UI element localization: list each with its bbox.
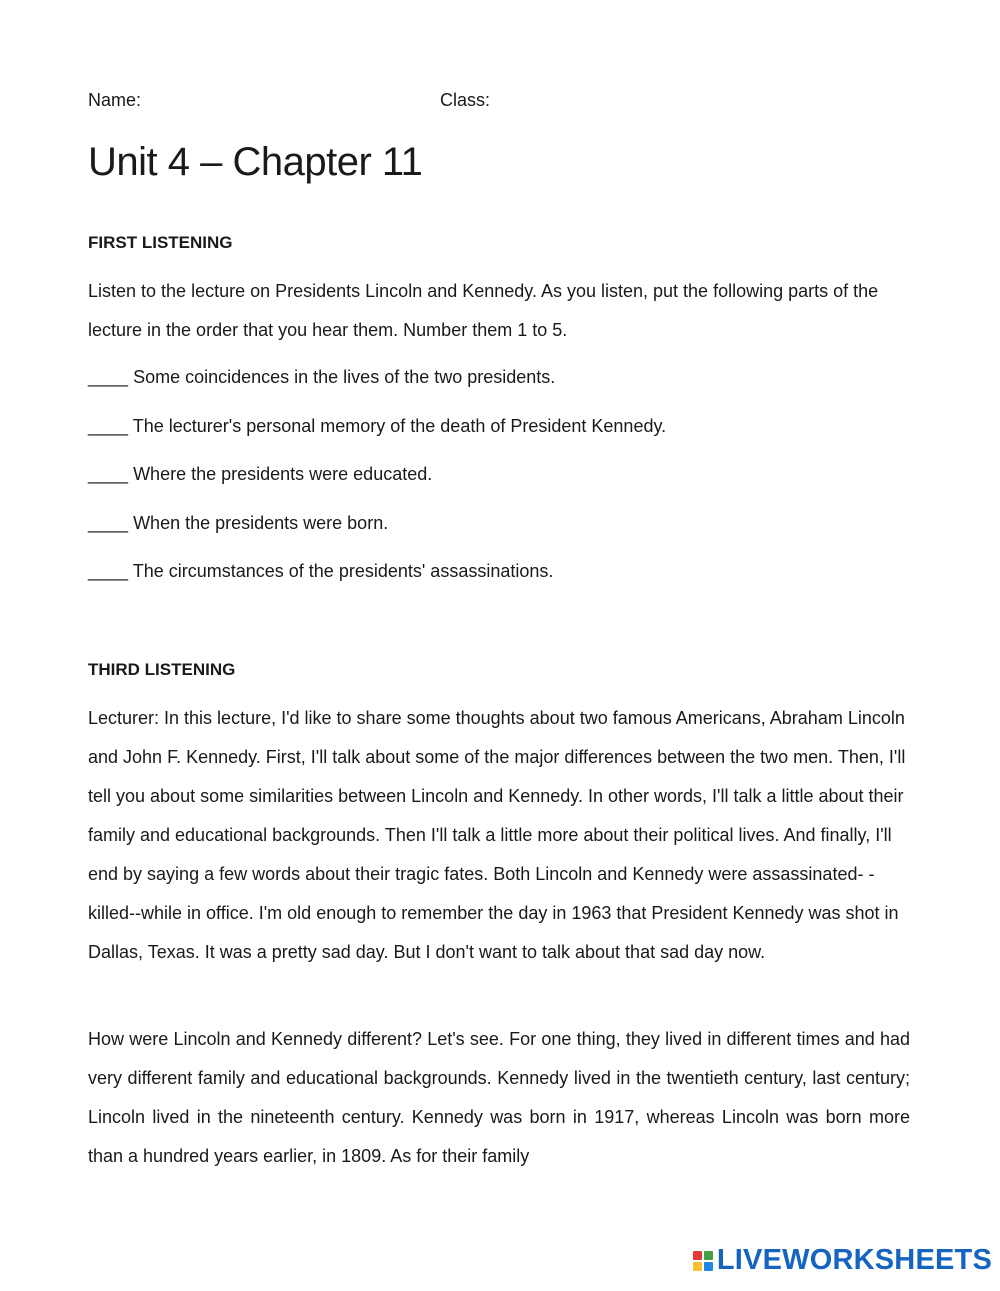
lecture-paragraph-1: Lecturer: In this lecture, I'd like to share some thoughts about two famous Americans, Abraham Lincoln and John F. Kennedy. First, I'll talk about some of the major differences between the two men. Then, I'll tell you about some similarities between Lincoln and Kennedy. In other words, I'll talk a little about their family and educational backgrounds. Then I'll talk a little more about their political lives. And finally, I'll end by saying a few words about their tragic fates. Both Lincoln and Kennedy were assassinated- -killed--while in office. I'm old enough to remember the day in 1963 that President Kennedy was shot in Dallas, Texas. It was a pretty sad day. But I don't want to talk about that sad day now. (88, 708, 906, 962)
answer-blank[interactable]: ____ (88, 367, 129, 387)
list-item-text: When the presidents were born. (133, 513, 389, 533)
list-item (88, 416, 666, 437)
first-listening-instructions: Listen to the lecture on Presidents Lincoln and Kennedy. As you listen, put the following parts of the lecture in the order that you hear them. Number them 1 to 5. (88, 281, 879, 340)
page-title: Unit 4 – Chapter 11 (88, 140, 423, 184)
list-item (88, 561, 553, 582)
name-label: Name: (88, 90, 142, 110)
list-item-text: Some coincidences in the lives of the two presidents. (133, 367, 556, 387)
class-label: Class: (440, 90, 491, 110)
list-item (88, 464, 432, 485)
list-item-text: The circumstances of the presidents' assassinations. (132, 561, 554, 581)
logo-grid-icon (693, 1251, 713, 1271)
logo-square-blue (704, 1262, 713, 1271)
logo-square-yellow (693, 1262, 702, 1271)
list-item (88, 367, 555, 388)
answer-blank[interactable]: ____ (88, 561, 129, 581)
list-item-text: The lecturer's personal memory of the death of President Kennedy. (132, 416, 667, 436)
lecture-paragraph-2: How were Lincoln and Kennedy different? Let's see. For one thing, they lived in different times and had very different family and educational backgrounds. Kennedy lived in the twentieth century, last century; Lincoln lived in the nineteenth century. Kennedy was born in 1917, whereas Lincoln was born more than a hundred years earlier, in 1809. As for their family (88, 1029, 910, 1166)
logo-square-red (693, 1251, 702, 1260)
answer-blank[interactable]: ____ (88, 416, 129, 436)
liveworksheets-logo (693, 1244, 992, 1277)
third-listening-heading: THIRD LISTENING (88, 660, 236, 679)
logo-square-green (704, 1251, 713, 1260)
list-item-text: Where the presidents were educated. (133, 464, 433, 484)
answer-blank[interactable]: ____ (88, 464, 129, 484)
first-listening-heading: FIRST LISTENING (88, 233, 233, 252)
list-item (88, 513, 388, 534)
answer-blank[interactable]: ____ (88, 513, 129, 533)
logo-text: LIVEWORKSHEETS (716, 1244, 992, 1276)
